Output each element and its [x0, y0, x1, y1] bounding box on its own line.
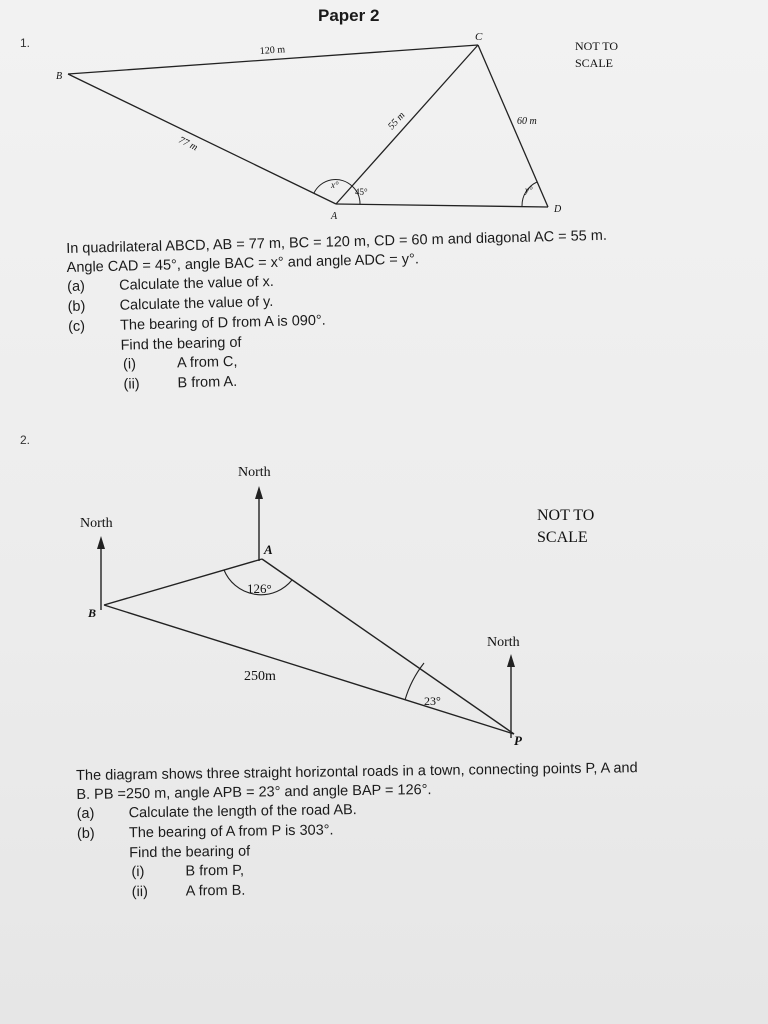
angle-x-label: x° — [331, 180, 339, 190]
label-B: B — [56, 71, 63, 82]
angle-P-label: 23° — [424, 694, 441, 708]
label-D: D — [554, 204, 562, 215]
north-arrow-P — [507, 654, 515, 667]
length-AB: 77 m — [176, 134, 200, 154]
question-1-line-2: Angle CAD = 45°, angle BAC = x° and angle ADC = y°. — [66, 251, 420, 276]
question-2-number: 2. — [20, 433, 31, 447]
part-label: (b) — [67, 298, 86, 315]
angle-45-label: 45° — [355, 187, 368, 197]
north-label-P: North — [487, 635, 520, 650]
label-C: C — [475, 31, 483, 43]
not-to-scale-line2: SCALE — [575, 56, 614, 70]
subpart-text: B from P, — [185, 862, 245, 880]
part-text: Calculate the length of the road AB. — [128, 802, 357, 822]
question-2-text — [76, 759, 639, 904]
part-text: The bearing of D from A is 090°. — [119, 312, 326, 334]
road-BP — [104, 605, 514, 734]
length-PB: 250m — [244, 669, 276, 684]
angle-arc-P — [405, 663, 424, 700]
question-1-line-1: In quadrilateral ABCD, AB = 77 m, BC = 120 m, CD = 60 m and diagonal AC = 55 m. — [66, 227, 608, 257]
angle-A-label: 126° — [247, 581, 272, 596]
subpart-label: (ii) — [123, 376, 140, 393]
label-A: A — [331, 211, 338, 222]
road-AP — [262, 559, 514, 734]
question-2-find-line: Find the bearing of — [129, 843, 251, 862]
part-text: Calculate the value of x. — [118, 273, 275, 294]
subpart-label: (i) — [122, 356, 137, 373]
north-arrow-A — [255, 486, 263, 499]
question-2-line-2: B. PB =250 m, angle APB = 23° and angle BAP = 126°. — [76, 782, 432, 803]
question-1-number: 1. — [20, 36, 31, 50]
length-BC: 120 m — [259, 44, 286, 57]
angle-y-label: y° — [525, 185, 533, 195]
part-label: (a) — [76, 805, 95, 822]
north-arrow-B — [97, 536, 105, 549]
subpart-text: B from A. — [177, 373, 238, 392]
length-AC: 55 m — [386, 109, 408, 133]
question-2-line-1: The diagram shows three straight horizontal roads in a town, connecting points P, A and — [76, 760, 638, 784]
not-to-scale-line1: NOT TO — [537, 507, 595, 524]
label-P: P — [514, 733, 522, 748]
subpart-label: (i) — [131, 864, 145, 881]
subpart-label: (ii) — [131, 884, 148, 901]
subpart-text: A from C, — [176, 353, 238, 372]
not-to-scale-line1: NOT TO — [575, 39, 619, 53]
north-label-A: North — [238, 465, 271, 480]
part-label: (a) — [66, 278, 86, 295]
label-B: B — [88, 606, 97, 620]
north-label-B: North — [80, 516, 113, 531]
road-BA — [104, 559, 262, 605]
length-CD: 60 m — [517, 116, 537, 127]
question-1-find-line: Find the bearing of — [120, 334, 242, 354]
part-text: The bearing of A from P is 303°. — [128, 822, 334, 842]
part-text: Calculate the value of y. — [119, 293, 274, 314]
page-title: Paper 2 — [318, 6, 380, 25]
label-A: A — [264, 542, 273, 557]
part-label: (c) — [67, 318, 86, 335]
not-to-scale-line2: SCALE — [537, 529, 588, 546]
subpart-text: A from B. — [185, 882, 246, 900]
part-label: (b) — [76, 825, 95, 842]
